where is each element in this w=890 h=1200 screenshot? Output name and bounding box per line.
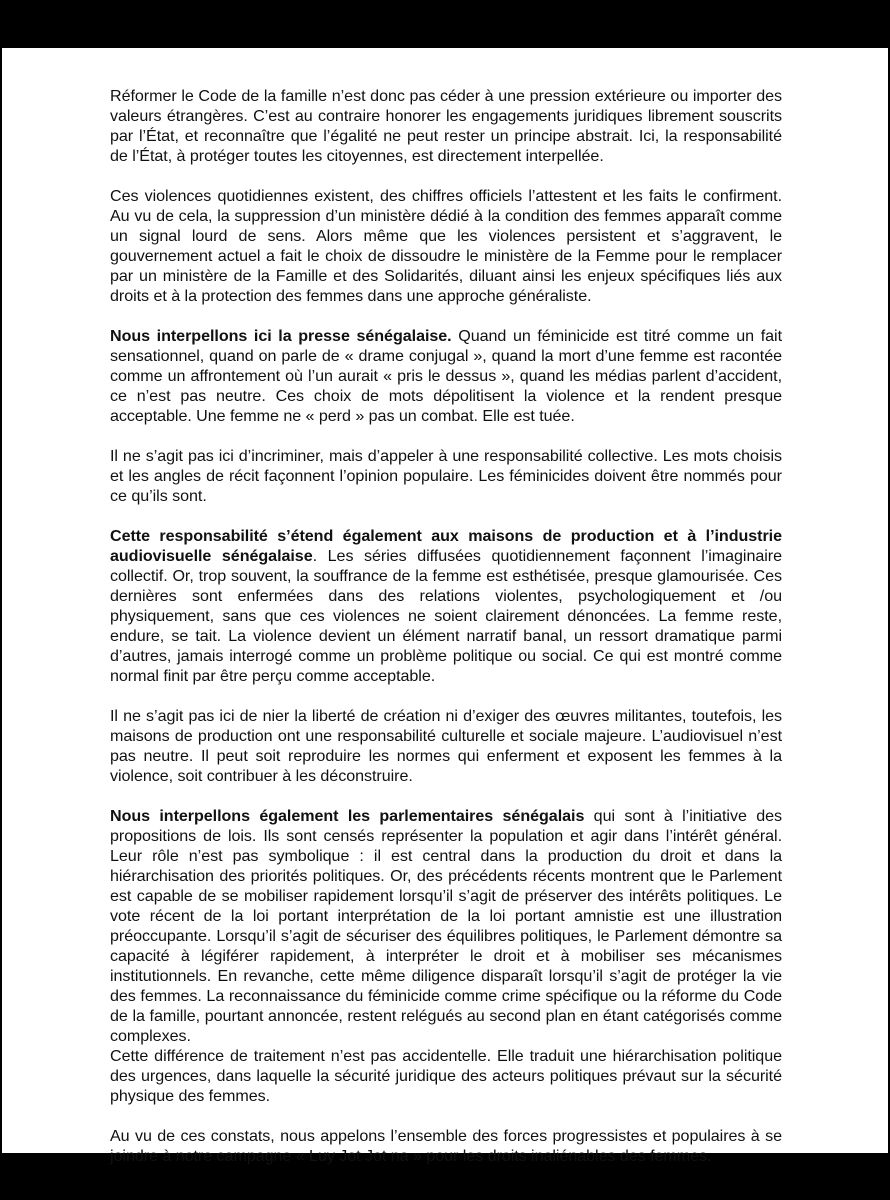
paragraph-audiovisuel <box>110 526 782 686</box>
paragraph-text: Quand un féminicide est titré comme un fait sensationnel, quand on parle de « drame conjugal », quand la mort d’une femme est racontée comme un affrontement où l’un aurait « pris le dessus », quand les médias parlent d’accident, ce n’est pas neutre. Ces choix de mots dépolitisent la violence et la rendent presque acceptable. Une femme ne « perd » pas un combat. Elle est tuée. <box>110 327 782 425</box>
paragraph-text: qui sont à l’initiative des propositions de lois. Ils sont censés représenter la population et agir dans l’intérêt général. Leur rôle n’est pas symbolique : il est central dans la production du droit et dans la hiérarchisation des priorités politiques. Or, des précédents récents montrent que le Parlement est capable de se mobiliser rapidement lorsqu’il s’agit de préserver des intérêts politiques. Le vote récent de la loi portant interprétation de la loi portant amnistie est une illustration préoccupante. Lorsqu’il s’agit de sécuriser des équilibres politiques, le Parlement démontre sa capacité à légiférer rapidement, à interpréter le droit et à mobiliser ses mécanismes institutionnels. En revanche, cette même diligence disparaît lorsqu’il s’agit de protéger la vie des femmes. La reconnaissance du féminicide comme crime spécifique ou la réforme du Code de la famille, pourtant annoncée, restent relégués au second plan en étant catégorisés comme complexes. <box>110 807 782 1045</box>
paragraph-text: Il ne s’agit pas ici de nier la liberté de création ni d’exiger des œuvres militantes, toutefois, les maisons de production ont une responsabilité culturelle et sociale majeure. L’audiovisuel n’est pas neutre. Il peut soit reproduire les normes qui enferment et exposent les femmes à la violence, soit contribuer à les déconstruire. <box>110 707 782 785</box>
paragraph-violences-quotidiennes <box>110 186 782 306</box>
paragraph-code-famille <box>110 86 782 166</box>
document-body <box>110 86 782 1186</box>
paragraph-responsabilite-collective <box>110 446 782 506</box>
paragraph-text: Au vu de ces constats, nous appelons l’ensemble des forces progressistes et populaires à se joindre à notre campagne « Luy Jot Jot na » pour les droits inaliénables des femmes. <box>110 1127 782 1165</box>
paragraph-lead: Cette responsabilité s’étend également aux maisons de production et à l’industrie audiovisuelle sénégalaise <box>110 527 782 565</box>
paragraph-text: Réformer le Code de la famille n’est donc pas céder à une pression extérieure ou importer des valeurs étrangères. C’est au contraire honorer les engagements juridiques librement souscrits par l’État, et reconnaître que l’égalité ne peut rester un principe abstrait. Ici, la responsabilité de l’État, à protéger toutes les citoyennes, est directement interpellée. <box>110 87 782 165</box>
paragraph-text: Ces violences quotidiennes existent, des chiffres officiels l’attestent et les faits le confirment. Au vu de cela, la suppression d’un ministère dédié à la condition des femmes apparaît comme un signal lourd de sens. Alors même que les violences persistent et s’aggravent, le gouvernement actuel a fait le choix de dissoudre le ministère de la Femme pour le remplacer par un ministère de la Famille et des Solidarités, diluant ainsi les enjeux spécifiques liés aux droits et à la protection des femmes dans une approche généraliste. <box>110 187 782 305</box>
paragraph-lead: Nous interpellons également les parlementaires sénégalais <box>110 807 585 825</box>
document-page <box>2 48 888 1165</box>
paragraph-text: Il ne s’agit pas ici d’incriminer, mais d’appeler à une responsabilité collective. Les mots choisis et les angles de récit façonnent l’opinion populaire. Les féminicides doivent être nommés pour ce qu’ils sont. <box>110 447 782 505</box>
paragraph-text: Cette différence de traitement n’est pas accidentelle. Elle traduit une hiérarchisation politique des urgences, dans laquelle la sécurité juridique des acteurs politiques prévaut sur la sécurité physique des femmes. <box>110 1047 782 1105</box>
paragraph-text: . Les séries diffusées quotidiennement façonnent l’imaginaire collectif. Or, trop souvent, la souffrance de la femme est esthétisée, presque glamourisée. Ces dernières sont enfermées dans des relations violentes, psychologiquement et /ou physiquement, sans que ces violences ne soient clairement dénoncées. La femme reste, endure, se tait. La violence devient un élément narratif banal, un ressort dramatique parmi d’autres, jamais interrogé comme un problème politique ou social. Ce qui est montré comme normal finit par être perçu comme acceptable. <box>110 547 782 685</box>
paragraph-difference-traitement <box>110 1046 782 1106</box>
paragraph-parlementaires <box>110 806 782 1046</box>
screen-top-bar <box>0 0 890 48</box>
paragraph-lead: Nous interpellons ici la presse sénégalaise. <box>110 327 452 345</box>
paragraph-liberte-creation <box>110 706 782 786</box>
paragraph-presse <box>110 326 782 426</box>
paragraph-appel-campagne <box>110 1126 782 1166</box>
